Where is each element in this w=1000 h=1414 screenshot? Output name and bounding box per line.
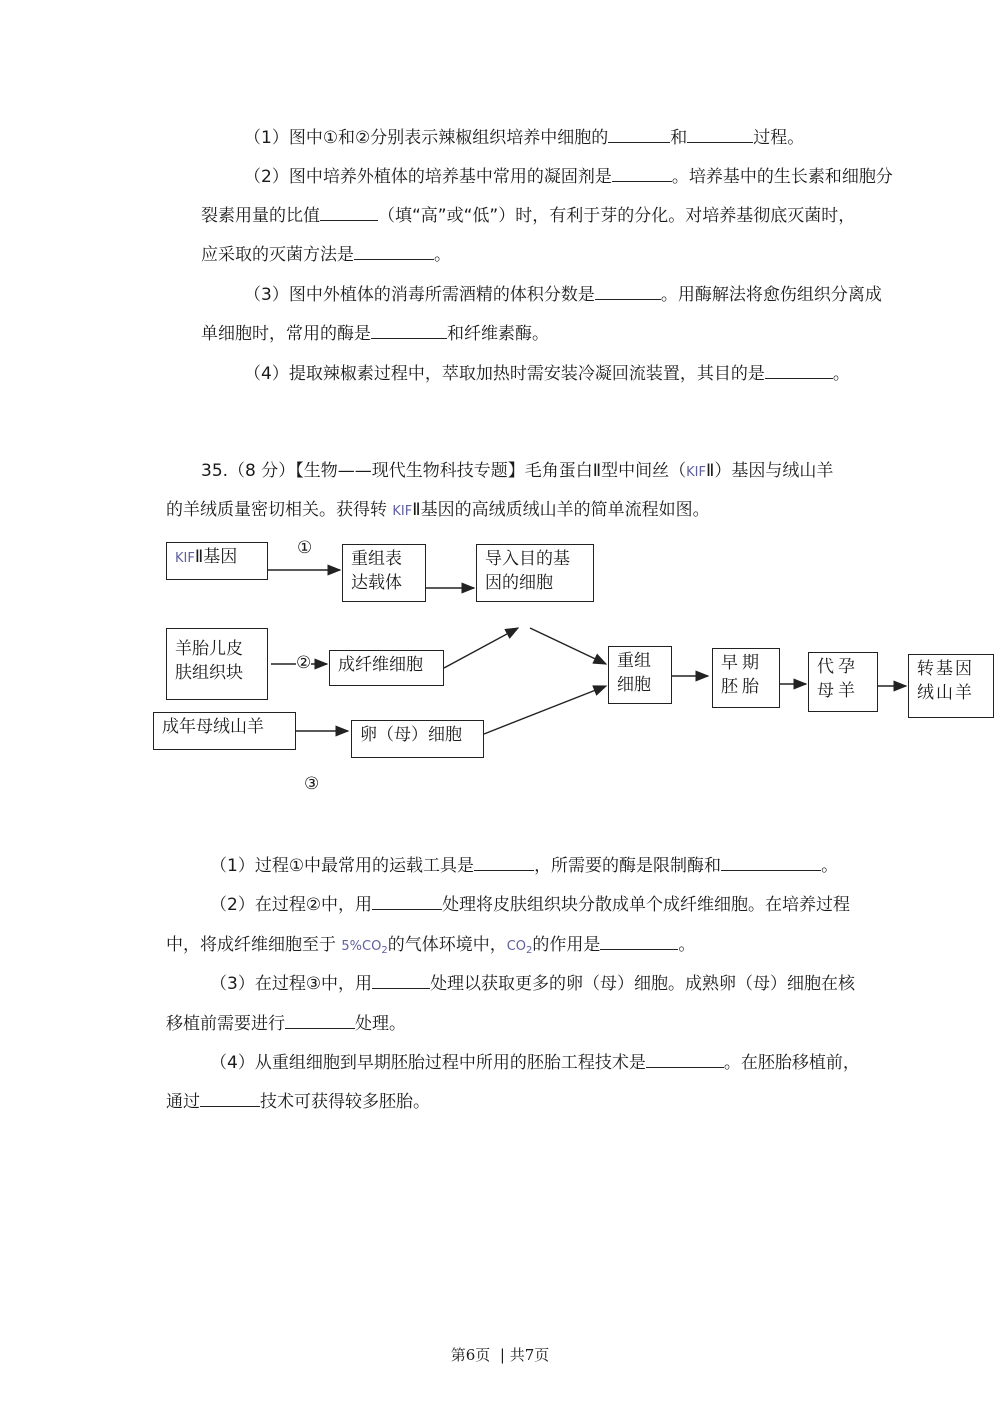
blank[interactable]	[474, 852, 534, 871]
blank[interactable]	[646, 1049, 724, 1068]
p2-q4-line1: （4）从重组细胞到早期胚胎过程中所用的胚胎工程技术是 。在胚胎移植前，	[210, 1049, 860, 1075]
blank[interactable]	[600, 931, 678, 950]
page-footer: 第6页 | 共7页	[450, 1346, 550, 1364]
step-2-label: ②	[296, 653, 312, 673]
step-3-label: ③	[304, 774, 320, 794]
box-kif-gene: KIFⅡ基因	[166, 542, 268, 580]
p2-q4-line2: 通过 技术可获得较多胚胎。	[166, 1088, 430, 1114]
p1-q2-line2: 裂素用量的比值 （填“高”或“低”）时，有利于芽的分化。对培养基彻底灭菌时，	[201, 202, 855, 228]
p2-q1: （1）过程①中最常用的运载工具是 ，所需要的酶是限制酶和 。	[210, 852, 838, 878]
box-early-embryo: 早期 胚胎	[712, 648, 780, 708]
p1-q3-line1: （3）图中外植体的消毒所需酒精的体积分数是 。用酶解法将愈伤组织分离成	[244, 281, 882, 307]
p2-q2-line2: 中，将成纤维细胞至于 $5\%CO_2$的气体环境中，$CO_2$的作用是 。	[166, 931, 695, 963]
q35-header-line2: 的羊绒质量密切相关。获得转 KIFⅡ基因的高绒质绒山羊的简单流程如图。	[166, 500, 710, 520]
box-oocyte: 卵（母）细胞	[351, 720, 484, 758]
box-surrogate-ewe: 代孕 母羊	[808, 652, 878, 712]
box-transgenic-goat: 转基因 绒山羊	[908, 654, 994, 718]
box-recombinant-cell: 重组 细胞	[608, 646, 672, 704]
box-recombinant-vector: 重组表 达载体	[342, 544, 426, 602]
p1-q1: （1）图中①和②分别表示辣椒组织培养中细胞的 和 过程。	[244, 124, 804, 150]
p1-q2-line1: （2）图中培养外植体的培养基中常用的凝固剂是 。培养基中的生长素和细胞分	[244, 163, 893, 189]
blank[interactable]	[200, 1088, 260, 1107]
p1-q2-line3: 应采取的灭菌方法是 。	[201, 241, 451, 267]
box-fetal-skin: 羊胎儿皮 肤组织块	[166, 628, 268, 700]
p1-q3-line2: 单细胞时，常用的酶是 和纤维素酶。	[201, 320, 549, 346]
q35-header-line1: 35.（8 分）【生物——现代生物科技专题】毛角蛋白Ⅱ型中间丝（KIFⅡ）基因与绒山羊	[201, 461, 834, 481]
blank[interactable]	[372, 970, 430, 989]
p1-q4: （4）提取辣椒素过程中，萃取加热时需安装冷凝回流装置，其目的是 。	[244, 360, 850, 386]
p2-q3-line1: （3）在过程③中，用 处理以获取更多的卵（母）细胞。成熟卵（母）细胞在核	[210, 970, 855, 996]
blank[interactable]	[721, 852, 821, 871]
blank[interactable]	[285, 1010, 355, 1029]
box-adult-goat: 成年母绒山羊	[153, 712, 296, 750]
p2-q3-line2: 移植前需要进行 处理。	[166, 1010, 406, 1036]
box-fibroblast: 成纤维细胞	[329, 650, 444, 686]
step-1-label: ①	[297, 538, 313, 558]
box-target-cell: 导入目的基 因的细胞	[476, 544, 594, 602]
blank[interactable]	[372, 891, 442, 910]
p2-q2-line1: （2）在过程②中，用 处理将皮肤组织块分散成单个成纤维细胞。在培养过程	[210, 891, 850, 917]
